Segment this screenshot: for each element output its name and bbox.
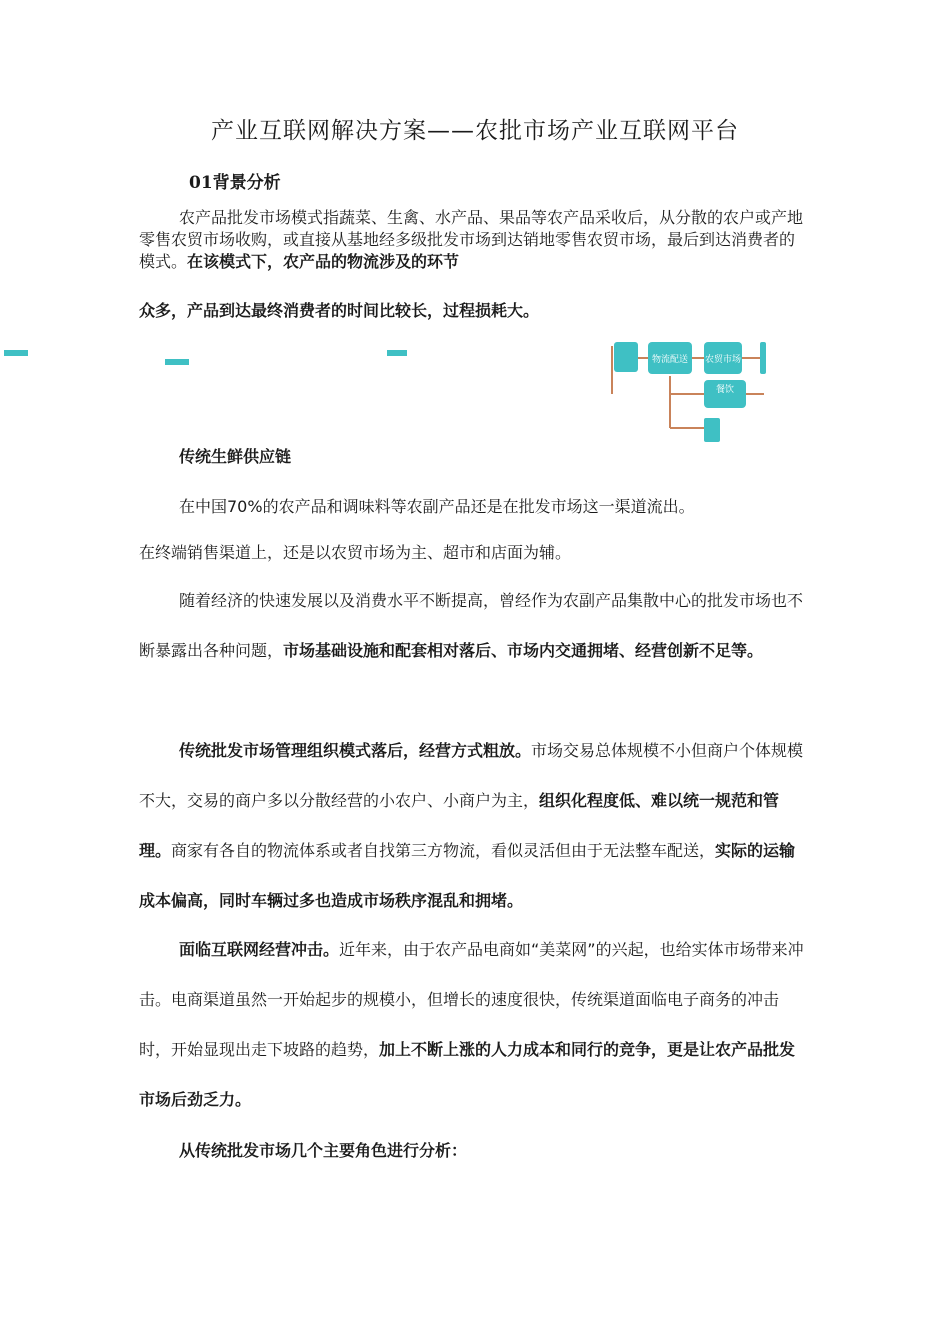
p3-text1: 市场交易总体规模不小但商户个体规模不大，交易的商户多以分散经营的小农户、小商户为主， (139, 741, 804, 810)
p4-text1: 近年来，由于农产品电商如“美菜网”的兴起，也给实体市场带来冲击。电商渠道虽然一开始起步的规模小，但增长的速度很快，传统渠道面临电子商务的冲击时，开始显现出走下坡路的趋势， (139, 940, 804, 1059)
diagram-node-catering-label: 餐饮 (715, 385, 735, 395)
diagram-fragment-mid-left (165, 359, 189, 365)
p2-bold-text: 市场基础设施和配套相对落后、市场内交通拥堵、经营创新不足等。 (283, 641, 764, 660)
p3-bold2: 组织化程度低、难以统一规范和管理。 (139, 791, 780, 860)
supply-chain-diagram (600, 336, 770, 444)
diagram-caption: 传统生鲜供应链 (179, 447, 292, 466)
p1-line1: 在中国70%的农产品和调味料等农副产品还是在批发市场这一渠道流出。 (179, 497, 695, 516)
diagram-node-bottom (704, 418, 720, 442)
diagram-fragment-mid (387, 350, 407, 356)
diagram-node-source (614, 342, 638, 372)
intro-paragraph (139, 207, 805, 273)
diagram-fragment-left (4, 350, 28, 356)
p3-text2: 商家有各自的物流体系或者自找第三方物流，看似灵活但由于无法整车配送， (171, 841, 716, 860)
section-heading: 01背景分析 (189, 173, 281, 193)
diagram-node-end (760, 342, 766, 374)
p2-text: 随着经济的快速发展以及消费水平不断提高，曾经作为农副产品集散中心的批发市场也不断暴露出各种问题， (139, 591, 804, 660)
paragraph-roles: 从传统批发市场几个主要角色进行分析： (179, 1141, 468, 1160)
intro-bold-text: 在该模式下，农产品的物流涉及的环节 (187, 252, 460, 271)
paragraph-issues (139, 576, 805, 676)
paragraph-internet (139, 925, 805, 1125)
diagram-node-market-label: 农贸市场 (704, 355, 742, 365)
page-title: 产业互联网解决方案——农批市场产业互联网平台 (211, 118, 739, 144)
p4-bold2: 加上不断上涨的人力成本和同行的竞争，更是让农产品批发市场后劲乏力。 (139, 1040, 796, 1109)
diagram-node-logistics-label: 物流配送 (651, 355, 689, 365)
p3-bold3: 实际的运输成本偏高，同时车辆过多也造成市场秩序混乱和拥堵。 (139, 841, 796, 910)
paragraph-management (139, 726, 805, 926)
p1-line2: 在终端销售渠道上，还是以农贸市场为主、超市和店面为辅。 (139, 543, 572, 562)
p4-bold1: 面临互联网经营冲击。 (179, 940, 340, 959)
intro-bold-continuation: 众多，产品到达最终消费者的时间比较长，过程损耗大。 (139, 301, 540, 320)
intro-text: 农产品批发市场模式指蔬菜、生禽、水产品、果品等农产品采收后，从分散的农户或产地零售农贸市场收购，或直接从基地经多级批发市场到达销地零售农贸市场，最后到达消费者的模式。 (139, 208, 804, 271)
p3-bold1: 传统批发市场管理组织模式落后，经营方式粗放。 (179, 741, 532, 760)
